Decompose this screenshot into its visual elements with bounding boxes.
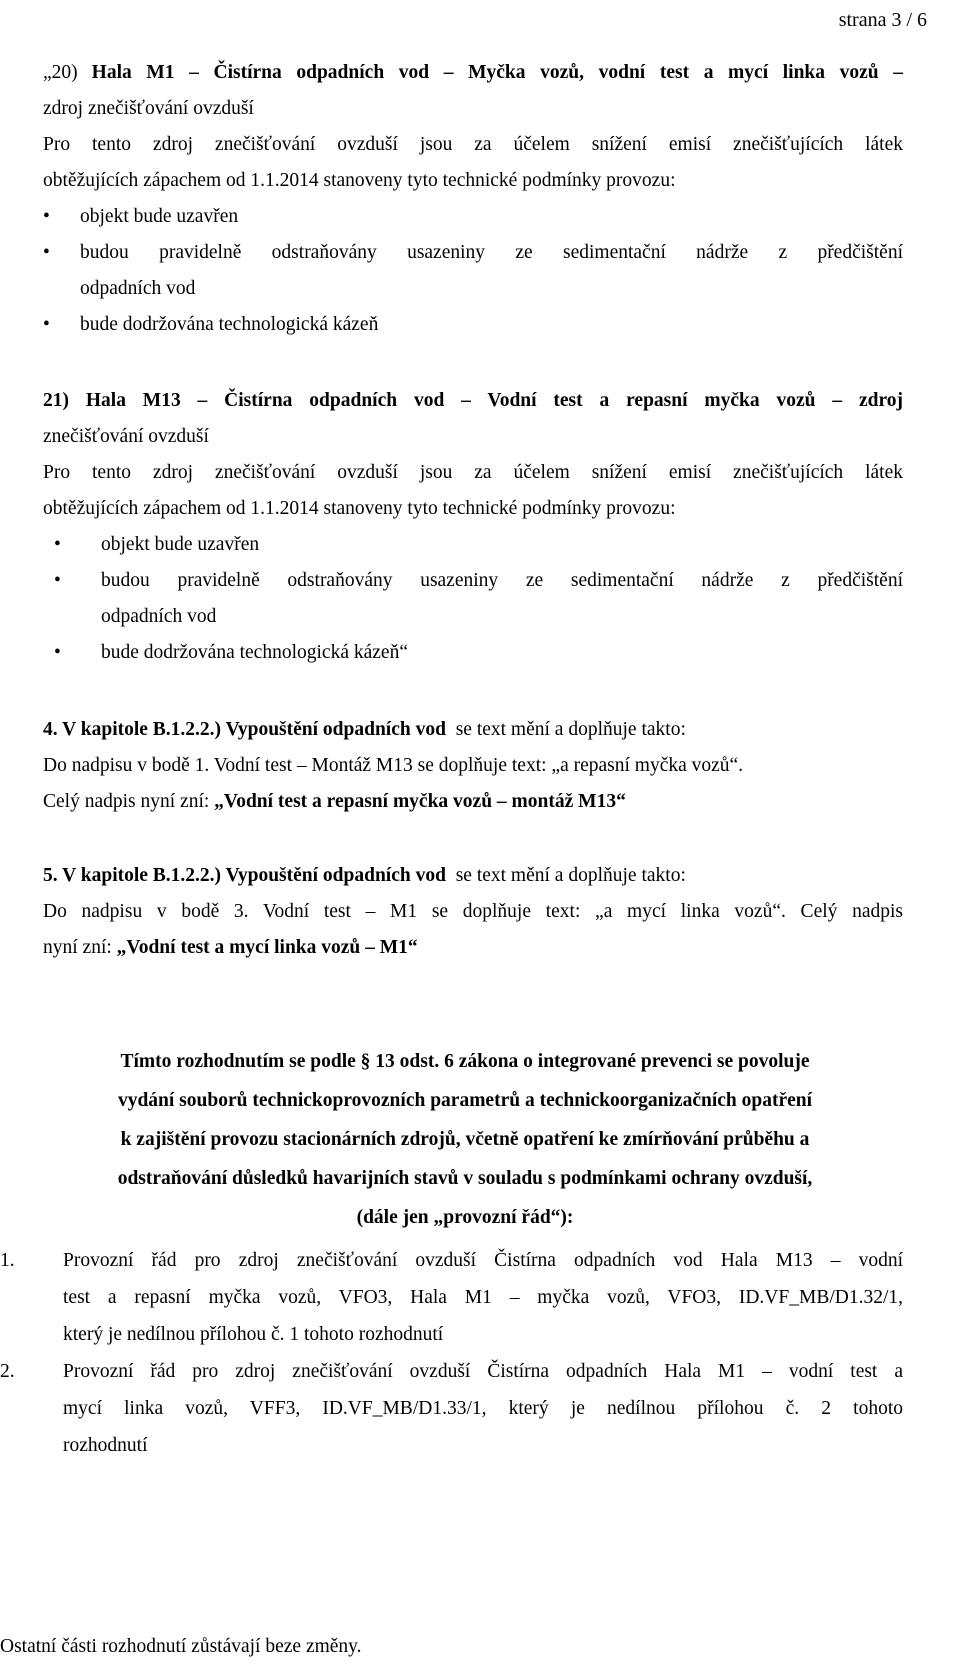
bullet-item: • objekt bude uzavřen	[43, 199, 903, 235]
numbered-list	[0, 1242, 903, 1464]
list-number: 1.	[0, 1250, 15, 1271]
section-5	[43, 858, 903, 966]
decision-line: vydání souborů technickoprovozních parametrů a technickoorganizačních opatření	[117, 1090, 813, 1111]
section-20-line4: obtěžujících zápachem od 1.1.2014 stanoveny tyto technické podmínky provozu:	[43, 170, 676, 191]
bullet-icon: •	[43, 206, 50, 227]
closing-sentence: Ostatní části rozhodnutí zůstávají beze změny.	[0, 1636, 362, 1657]
section-21-line2: znečišťování ovzduší	[43, 426, 209, 447]
bullet-item: • objekt bude uzavřen	[43, 527, 903, 563]
bullet-icon: •	[43, 314, 50, 335]
section-20	[43, 55, 903, 343]
decision-line: k zajištění provozu stacionárních zdrojů, včetně opatření ke zmírňování průběhu a	[120, 1129, 810, 1150]
bullet-item: • budou pravidelně odstraňovány usazeniny ze sedimentační nádrže z předčištění	[43, 563, 903, 599]
decision-line: (dále jen „provozní řád“):	[356, 1207, 574, 1228]
section-4	[43, 712, 903, 820]
section-5-line2: Do nadpisu v bodě 3. Vodní test – M1 se doplňuje text: „a mycí linka vozů“. Celý nadpis	[43, 901, 903, 922]
bullet-item: • bude dodržována technologická kázeň“	[43, 635, 903, 671]
list-item: 2. Provozní řád pro zdroj znečišťování ovzduší Čistírna odpadních Hala M1 – vodní test a mycí linka vozů, VFF3, ID.VF_MB/D1.33/1, který je nedílnou přílohou č. 2 tohoto rozhodnutí	[0, 1353, 903, 1464]
bullet-item: • budou pravidelně odstraňovány usazeniny ze sedimentační nádrže z předčištění	[43, 235, 903, 271]
section-20-line2: zdroj znečišťování ovzduší	[43, 98, 254, 119]
bullet-icon: •	[43, 242, 50, 263]
bullet-continuation: odpadních vod	[101, 606, 217, 627]
decision-line: Tímto rozhodnutím se podle § 13 odst. 6 zákona o integrované prevenci se povoluje	[120, 1051, 810, 1072]
section-21-line4: obtěžujících zápachem od 1.1.2014 stanoveny tyto technické podmínky provozu:	[43, 498, 676, 519]
section-21	[43, 383, 903, 671]
section-20-line3: Pro tento zdroj znečišťování ovzduší jsou za účelem snížení emisí znečišťujících látek	[43, 134, 903, 155]
list-item: 1. Provozní řád pro zdroj znečišťování ovzduší Čistírna odpadních vod Hala M13 – vodní test a repasní myčka vozů, VFO3, Hala M1 – myčka vozů, VFO3, ID.VF_MB/D1.32/1, který je nedílnou přílohou č. 1 tohoto rozhodnutí	[0, 1242, 903, 1353]
bullet-icon: •	[54, 570, 61, 591]
bullet-icon: •	[54, 642, 61, 663]
section-21-heading: 21) Hala M13 – Čistírna odpadních vod – Vodní test a repasní myčka vozů – zdroj	[43, 390, 903, 411]
section-5-heading: 5. V kapitole B.1.2.2.) Vypouštění odpadních vod se text mění a doplňuje takto:	[43, 865, 686, 886]
list-number: 2.	[0, 1361, 15, 1382]
section-20-heading: „20) Hala M1 – Čistírna odpadních vod – Myčka vozů, vodní test a mycí linka vozů –	[43, 62, 903, 83]
decision-paragraph	[30, 1042, 900, 1237]
section-5-line3: nyní zní: „Vodní test a mycí linka vozů – M1“	[43, 937, 418, 958]
section-4-line3: Celý nadpis nyní zní: „Vodní test a repasní myčka vozů – montáž M13“	[43, 791, 626, 812]
bullet-icon: •	[54, 534, 61, 555]
section-20-title: Hala M1 – Čistírna odpadních vod – Myčka vozů, vodní test a mycí linka vozů –	[91, 62, 903, 83]
decision-line: odstraňování důsledků havarijních stavů v souladu s podmínkami ochrany ovzduší,	[117, 1168, 813, 1189]
page-number: strana 3 / 6	[838, 9, 927, 31]
bullet-continuation: odpadních vod	[80, 278, 196, 299]
section-4-heading: 4. V kapitole B.1.2.2.) Vypouštění odpadních vod se text mění a doplňuje takto:	[43, 719, 686, 740]
section-4-line2: Do nadpisu v bodě 1. Vodní test – Montáž M13 se doplňuje text: „a repasní myčka vozů“.	[43, 755, 744, 776]
bullet-item: • bude dodržována technologická kázeň	[43, 307, 903, 343]
section-21-line3: Pro tento zdroj znečišťování ovzduší jsou za účelem snížení emisí znečišťujících látek	[43, 462, 903, 483]
